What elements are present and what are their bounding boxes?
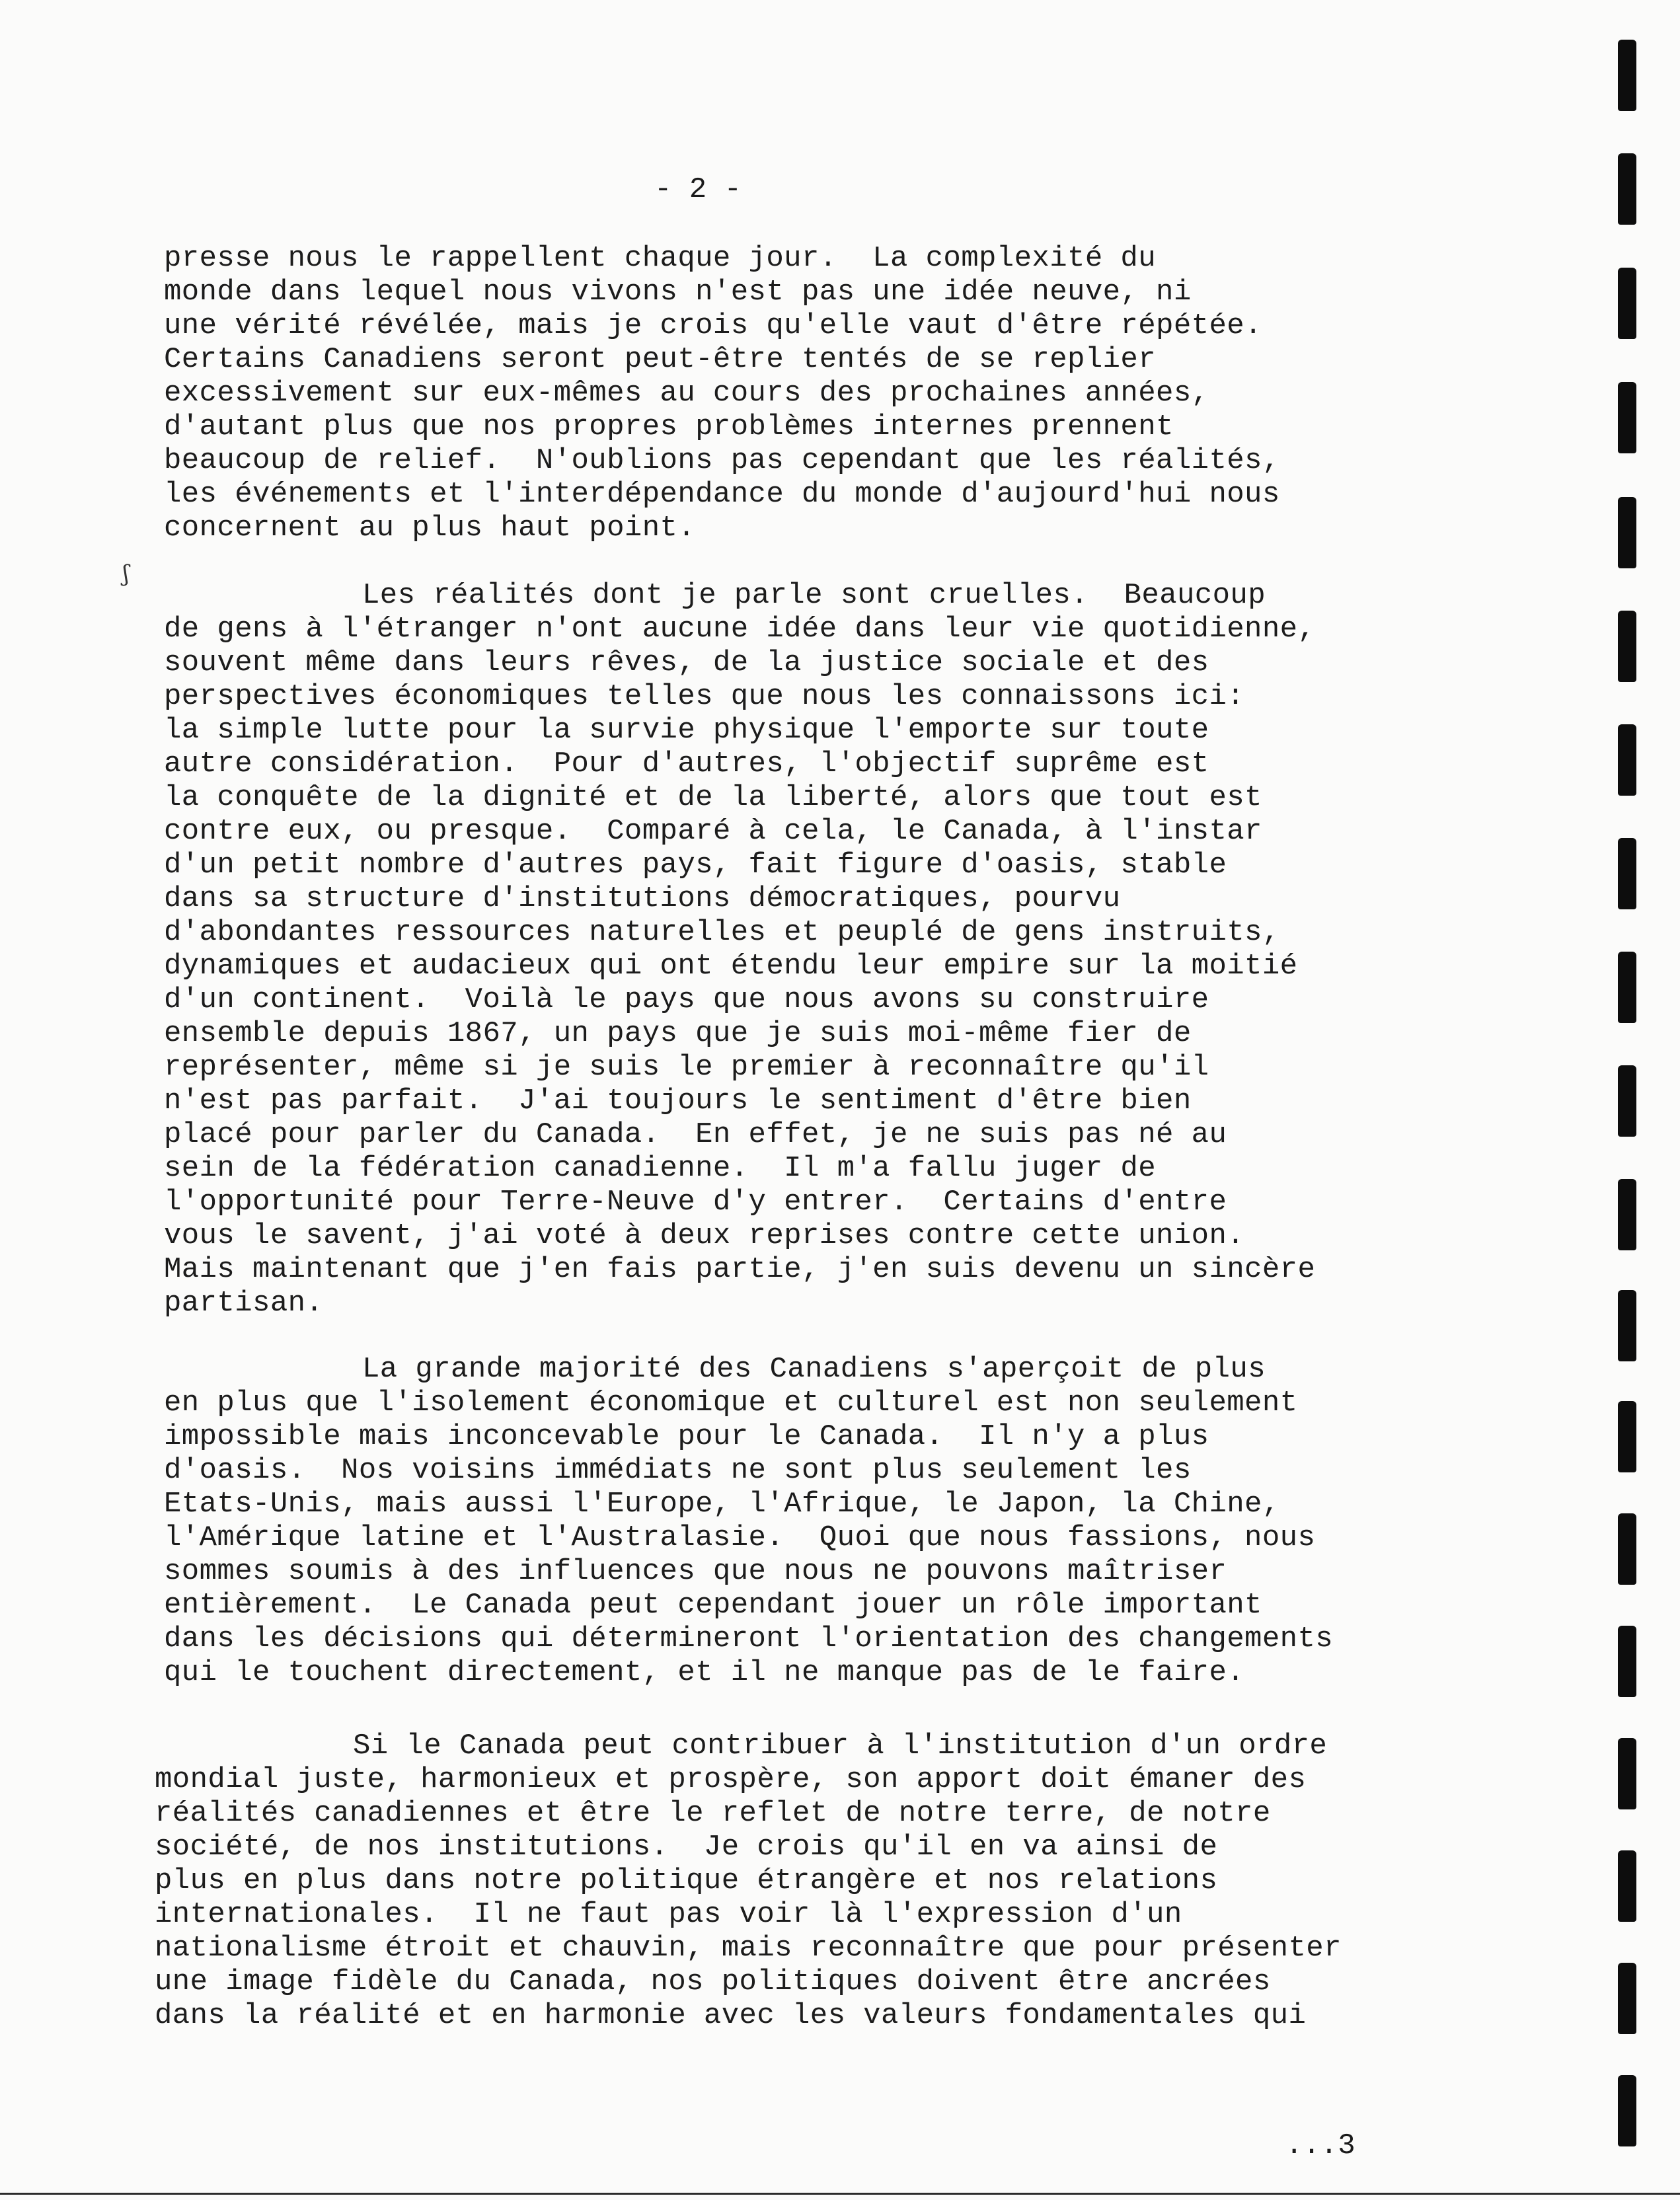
punch-hole-mark — [1618, 838, 1636, 909]
paragraph-4 — [155, 1729, 1342, 2033]
text-line: partisan. — [164, 1287, 324, 1320]
text-line: dans sa structure d'institutions démocratiques, pourvu — [164, 882, 1121, 915]
punch-hole-mark — [1618, 952, 1636, 1023]
text-line: beaucoup de relief. N'oublions pas cependant que les réalités, — [164, 444, 1280, 477]
page-number: - 2 - — [654, 173, 742, 206]
punch-hole-mark — [1618, 1179, 1636, 1250]
text-line: impossible mais inconcevable pour le Canada. Il n'y a plus — [164, 1420, 1209, 1453]
text-line: excessivement sur eux-mêmes au cours des prochaines années, — [164, 377, 1209, 410]
text-line: d'oasis. Nos voisins immédiats ne sont plus seulement les — [164, 1454, 1192, 1487]
text-line: Certains Canadiens seront peut-être tentés de se replier — [164, 343, 1157, 376]
text-line: une vérité révélée, mais je crois qu'elle vaut d'être répétée. — [164, 309, 1262, 342]
punch-hole-mark — [1618, 382, 1636, 453]
punch-hole-mark — [1618, 611, 1636, 682]
text-line: presse nous le rappellent chaque jour. La complexité du — [164, 242, 1157, 275]
text-line: entièrement. Le Canada peut cependant jouer un rôle important — [164, 1589, 1262, 1622]
paragraph-2 — [164, 579, 1315, 1320]
punch-hole-mark — [1618, 2075, 1636, 2146]
punch-hole-mark — [1618, 1626, 1636, 1697]
text-line: d'un continent. Voilà le pays que nous avons su construire — [164, 983, 1209, 1016]
text-line: les événements et l'interdépendance du monde d'aujourd'hui nous — [164, 478, 1280, 511]
text-line: qui le touchent directement, et il ne manque pas de le faire. — [164, 1656, 1245, 1689]
punch-hole-mark — [1618, 1290, 1636, 1361]
text-line: la conquête de la dignité et de la liberté, alors que tout est — [164, 781, 1262, 814]
stray-mark: ʃ — [123, 560, 130, 587]
text-line: Si le Canada peut contribuer à l'institution d'un ordre — [353, 1729, 1328, 1763]
punch-hole-mark — [1618, 1065, 1636, 1137]
text-line: plus en plus dans notre politique étrangère et nos relations — [155, 1864, 1218, 1897]
text-line: d'un petit nombre d'autres pays, fait figure d'oasis, stable — [164, 849, 1227, 882]
text-line: autre considération. Pour d'autres, l'objectif suprême est — [164, 747, 1209, 780]
text-line: réalités canadiennes et être le reflet de notre terre, de notre — [155, 1797, 1271, 1830]
text-line: sein de la fédération canadienne. Il m'a fallu juger de — [164, 1152, 1157, 1185]
text-line: représenter, même si je suis le premier à reconnaître qu'il — [164, 1051, 1209, 1084]
punch-hole-mark — [1618, 1850, 1636, 1922]
text-line: n'est pas parfait. J'ai toujours le sentiment d'être bien — [164, 1084, 1192, 1118]
text-line: l'opportunité pour Terre-Neuve d'y entrer. Certains d'entre — [164, 1186, 1227, 1219]
punch-hole-mark — [1618, 268, 1636, 339]
punch-hole-mark — [1618, 153, 1636, 225]
punch-hole-mark — [1618, 1513, 1636, 1585]
punch-hole-mark — [1618, 40, 1636, 111]
text-line: une image fidèle du Canada, nos politiques doivent être ancrées — [155, 1965, 1271, 1998]
text-line: concernent au plus haut point. — [164, 512, 696, 545]
punch-hole-mark — [1618, 1401, 1636, 1472]
text-line: mondial juste, harmonieux et prospère, son apport doit émaner des — [155, 1763, 1307, 1796]
paragraph-1 — [164, 242, 1280, 545]
text-line: Mais maintenant que j'en fais partie, j'en suis devenu un sincère — [164, 1253, 1316, 1286]
text-line: d'autant plus que nos propres problèmes internes prennent — [164, 410, 1174, 443]
text-line: d'abondantes ressources naturelles et peuplé de gens instruits, — [164, 916, 1280, 949]
text-line: nationalisme étroit et chauvin, mais reconnaître que pour présenter — [155, 1932, 1342, 1965]
text-line: dynamiques et audacieux qui ont étendu leur empire sur la moitié — [164, 950, 1298, 983]
text-line: société, de nos institutions. Je crois qu'il en va ainsi de — [155, 1831, 1218, 1864]
text-line: contre eux, ou presque. Comparé à cela, le Canada, à l'instar — [164, 815, 1262, 848]
text-line: dans la réalité et en harmonie avec les valeurs fondamentales qui — [155, 1999, 1307, 2032]
text-line: sommes soumis à des influences que nous ne pouvons maîtriser — [164, 1555, 1227, 1588]
text-line: internationales. Il ne faut pas voir là l'expression d'un — [155, 1898, 1182, 1931]
punch-hole-mark — [1618, 724, 1636, 796]
text-line: la simple lutte pour la survie physique l'emporte sur toute — [164, 714, 1209, 747]
text-line: de gens à l'étranger n'ont aucune idée dans leur vie quotidienne, — [164, 613, 1316, 646]
text-line: en plus que l'isolement économique et culturel est non seulement — [164, 1386, 1298, 1420]
text-line: dans les décisions qui détermineront l'orientation des changements — [164, 1622, 1334, 1655]
text-line: Etats-Unis, mais aussi l'Europe, l'Afrique, le Japon, la Chine, — [164, 1488, 1280, 1521]
text-line: perspectives économiques telles que nous les connaissons ici: — [164, 680, 1245, 713]
text-line: monde dans lequel nous vivons n'est pas une idée neuve, ni — [164, 276, 1192, 309]
text-line: vous le savent, j'ai voté à deux reprises contre cette union. — [164, 1219, 1245, 1252]
text-line: souvent même dans leurs rêves, de la justice sociale et des — [164, 646, 1209, 679]
text-line: La grande majorité des Canadiens s'aperçoit de plus — [362, 1353, 1266, 1386]
bottom-edge-rule — [0, 2193, 1680, 2195]
text-line: l'Amérique latine et l'Australasie. Quoi que nous fassions, nous — [164, 1521, 1316, 1554]
text-line: Les réalités dont je parle sont cruelles. Beaucoup — [362, 579, 1266, 612]
punch-hole-mark — [1618, 1738, 1636, 1809]
text-line: ensemble depuis 1867, un pays que je suis moi-même fier de — [164, 1017, 1192, 1050]
paragraph-3 — [164, 1353, 1333, 1690]
text-line: placé pour parler du Canada. En effet, je ne suis pas né au — [164, 1118, 1227, 1151]
punch-hole-mark — [1618, 497, 1636, 568]
punch-hole-mark — [1618, 1963, 1636, 2034]
continuation-marker: ...3 — [1285, 2129, 1355, 2162]
